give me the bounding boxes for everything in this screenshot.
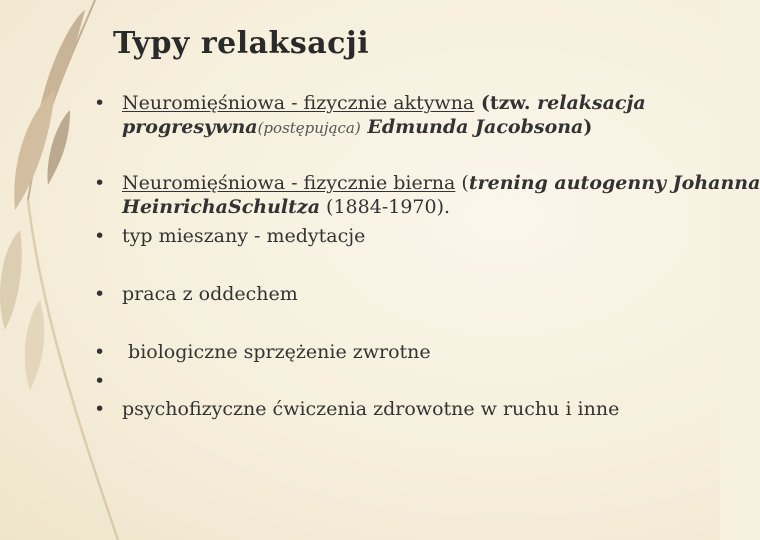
item-text: relaksacja: [537, 92, 646, 114]
bullet-marker: •: [94, 398, 106, 420]
item-text: (1884-1970).: [320, 196, 451, 218]
list-item-text: psychofizyczne ćwiczenia zdrowotne w ruchu i inne: [122, 398, 620, 420]
list-item-text: [122, 116, 592, 139]
item-text: trening autogenny Johanna: [468, 172, 760, 194]
bullet-marker: •: [94, 370, 106, 392]
item-text: Schultza: [228, 196, 321, 218]
item-heading: Neuromięśniowa - fizycznie aktywna: [122, 92, 475, 114]
item-text: (postępująca): [257, 119, 361, 137]
item-text: Edmunda Jacobsona: [360, 116, 584, 138]
list-item-text: [122, 196, 450, 218]
bullet-marker: •: [94, 172, 106, 194]
bullet-marker: •: [94, 283, 106, 305]
list-item-text: biologiczne sprzężenie zwrotne: [122, 341, 431, 363]
bullet-marker: •: [94, 92, 106, 114]
list-item-text: [122, 92, 646, 114]
list-item-text: typ mieszany - medytacje: [122, 225, 366, 247]
list-item-text: [122, 172, 760, 194]
item-text: (tzw.: [474, 92, 538, 114]
item-text: progresywna: [122, 116, 258, 138]
slide-title: Typy relaksacji: [113, 26, 370, 61]
item-heading: Neuromięśniowa - fizycznie bierna: [122, 172, 456, 194]
bullet-marker: •: [94, 225, 106, 247]
list-item-text: praca z oddechem: [122, 283, 298, 305]
bullet-marker: •: [94, 341, 106, 363]
item-text: Heinricha: [122, 196, 228, 218]
item-text: ): [583, 116, 593, 138]
item-text: (: [455, 172, 469, 194]
